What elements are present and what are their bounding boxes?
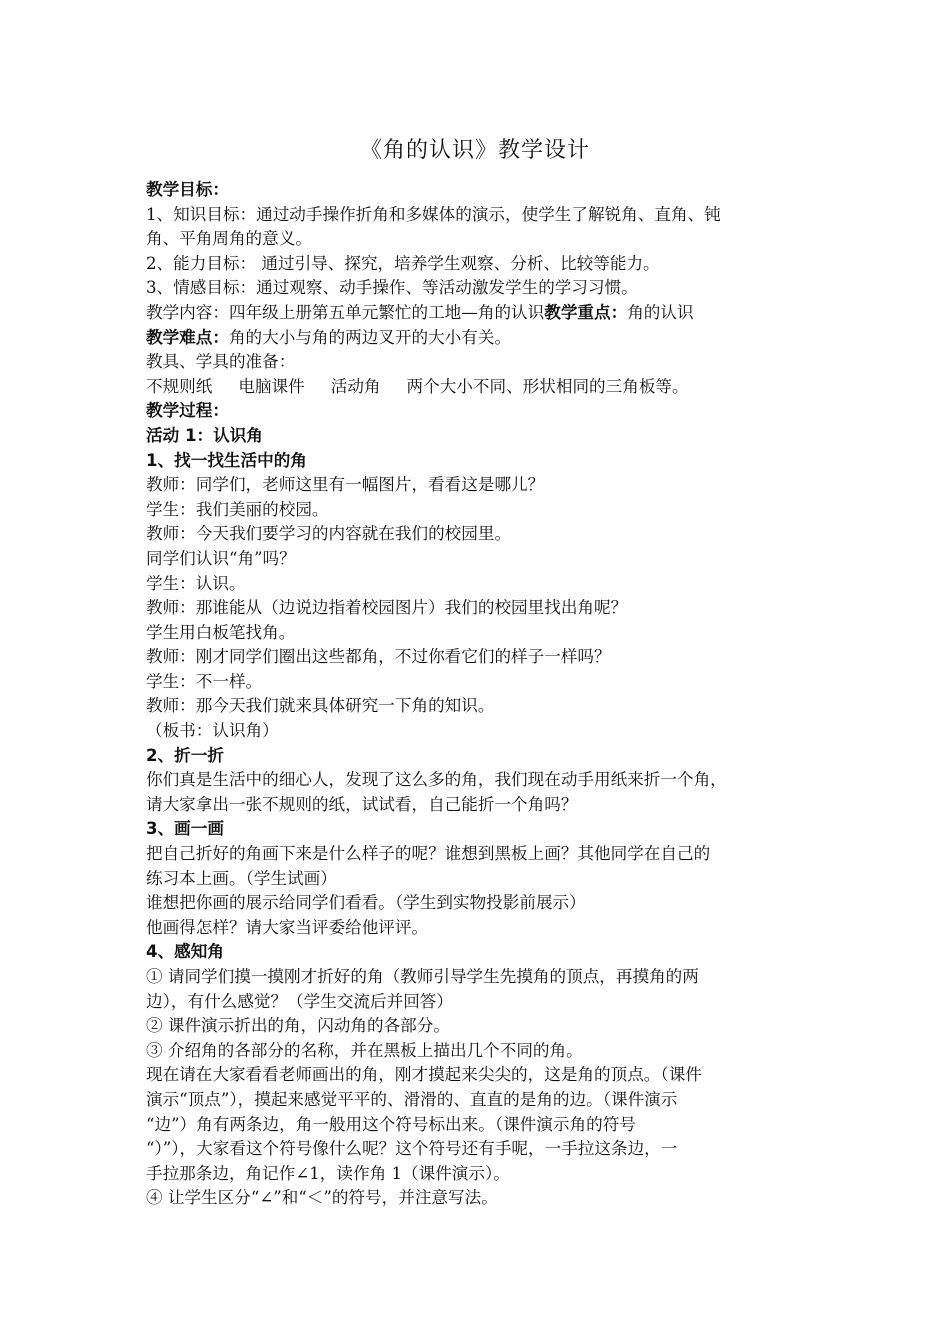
text-line [146, 744, 814, 769]
body-text-span: 手拉那条边，角记作∠1，读作角 1（课件演示）。 [146, 1163, 510, 1183]
text-line [146, 449, 814, 474]
text-line [146, 817, 814, 842]
body-text-span: 电脑课件 [238, 376, 305, 396]
body-text-span: 把自己折好的角画下来是什么样子的呢？谁想到黑板上画？其他同学在自己的 [146, 844, 711, 864]
body-text-span: 演示“顶点”），摸起来感觉平平的、滑滑的、直直的是角的边。（课件演示 [146, 1089, 678, 1109]
body-text-span: ④ 让学生区分“∠”和“＜”的符号，并注意写法。 [146, 1188, 498, 1208]
body-text-span: 活动角 [330, 376, 381, 396]
text-line [146, 793, 814, 818]
body-text-span: 学生：我们美丽的校园。 [146, 499, 329, 519]
text-line [146, 965, 814, 990]
body-text-span: 两个大小不同、形状相同的三角板等。 [406, 376, 689, 396]
text-line [146, 522, 814, 547]
body-text-span: 教师：那今天我们就来具体研究一下角的知识。 [146, 696, 495, 716]
text-line [146, 940, 814, 965]
page-title: 《角的认识》教学设计 [359, 138, 590, 163]
text-line [146, 645, 814, 670]
text-line [146, 1014, 814, 1039]
text-line [146, 350, 814, 375]
text-line [146, 301, 814, 326]
text-line [146, 498, 814, 523]
body-text-span: “）”），大家看这个符号像什么呢？这个符号还有手呢，一手拉这条边，一 [146, 1139, 678, 1159]
body-text-span: 不规则纸 [146, 376, 213, 396]
bold-heading-text: 1、找一找生活中的角 [146, 450, 307, 470]
body-text-span: 谁想把你画的展示给同学们看看。（学生到实物投影前展示） [146, 893, 586, 913]
text-line [146, 1039, 814, 1064]
body-text-span: 1、知识目标：通过动手操作折角和多媒体的演示，使学生了解锐角、直角、钝 [146, 204, 721, 224]
bold-heading-text: 3、画一画 [146, 819, 224, 839]
body-text-span: 教具、学具的准备： [146, 352, 296, 372]
body-text-span: 你们真是生活中的细心人，发现了这么多的角，我们现在动手用纸来折一个角， [146, 770, 727, 790]
text-line [146, 670, 814, 695]
body-text-span: 教学内容：四年级上册第五单元繁忙的工地—角的认识 [146, 302, 545, 322]
text-line [146, 1162, 814, 1187]
document-body [146, 178, 814, 1211]
body-text-span: 角的认识 [627, 302, 694, 322]
text-line [146, 990, 814, 1015]
text-line [146, 227, 814, 252]
text-line [146, 768, 814, 793]
body-text-span: ② 课件演示折出的角，闪动角的各部分。 [146, 1016, 450, 1036]
bold-heading-text: 4、感知角 [146, 942, 224, 962]
body-text-span: ① 请同学们摸一摸刚才折好的角（教师引导学生先摸角的顶点，再摸角的两 [146, 967, 699, 986]
text-line [146, 276, 814, 301]
text-line [146, 424, 814, 449]
body-text-span: 同学们认识“角”吗？ [146, 548, 296, 568]
text-line [146, 178, 814, 203]
body-text-span: 角的大小与角的两边叉开的大小有关。 [228, 327, 512, 347]
text-line [146, 694, 814, 719]
text-line [146, 1063, 814, 1088]
bold-heading-text: 教学过程： [146, 401, 229, 421]
text-line [146, 473, 814, 498]
body-text-span: 他画得怎样？请大家当评委给他评评。 [146, 917, 429, 937]
text-line [146, 1186, 814, 1211]
body-text-span: 请大家拿出一张不规则的纸，试试看，自己能折一个角吗？ [146, 794, 578, 814]
text-line [146, 867, 814, 892]
text-line [146, 891, 814, 916]
text-line [146, 399, 814, 424]
text-line [146, 1137, 814, 1162]
body-text-span: 边），有什么感觉？（学生交流后并回答） [146, 991, 453, 1011]
body-text-span: 教师：刚才同学们圈出这些都角，不过你看它们的样子一样吗？ [146, 647, 611, 667]
body-text-span: 练习本上画。（学生试画） [146, 868, 337, 888]
text-line [146, 572, 814, 597]
bold-heading-text: 教学目标： [146, 180, 229, 199]
body-text-span: 2、能力目标： 通过引导、探究，培养学生观察、分析、比较等能力。 [146, 253, 660, 273]
text-line [146, 596, 814, 621]
body-text-span: 教师：那谁能从（边说边指着校园图片）我们的校园里找出角呢？ [146, 598, 628, 618]
body-text-span: 学生用白板笔找角。 [146, 622, 296, 642]
text-line [146, 203, 814, 228]
text-line [146, 252, 814, 277]
body-text-span: 学生：认识。 [146, 573, 246, 593]
body-text-span: 教师：同学们，老师这里有一幅图片，看看这是哪儿？ [146, 475, 545, 495]
text-line [146, 916, 814, 941]
body-text-span: 3、情感目标：通过观察、动手操作、等活动激发学生的学习习惯。 [146, 278, 638, 298]
bold-heading-text: 2、折一折 [146, 745, 224, 765]
body-text-span: ③ 介绍角的各部分的名称，并在黑板上描出几个不同的角。 [146, 1040, 583, 1060]
text-line [146, 326, 814, 351]
body-text-span: （板书：认识角） [146, 721, 279, 741]
body-text-span: 学生：不一样。 [146, 671, 263, 691]
bold-heading-text: 教学难点： [146, 327, 229, 347]
text-line [146, 1113, 814, 1138]
body-text-span: “边”）角有两条边，角一般用这个符号标出来。（课件演示角的符号 [146, 1114, 636, 1134]
text-line [146, 375, 814, 400]
text-line [146, 842, 814, 867]
text-line [146, 1088, 814, 1113]
body-text-span: 现在请在大家看看老师画出的角，刚才摸起来尖尖的，这是角的顶点。（课件 [146, 1065, 702, 1085]
text-line [146, 719, 814, 744]
body-text-span: 教师：今天我们要学习的内容就在我们的校园里。 [146, 524, 512, 544]
bold-heading-text: 活动 1：认识角 [146, 425, 263, 445]
text-line [146, 621, 814, 646]
body-text-span: 角、平角周角的意义。 [146, 229, 312, 249]
bold-heading-text: 教学重点： [544, 302, 628, 322]
text-line [146, 547, 814, 572]
